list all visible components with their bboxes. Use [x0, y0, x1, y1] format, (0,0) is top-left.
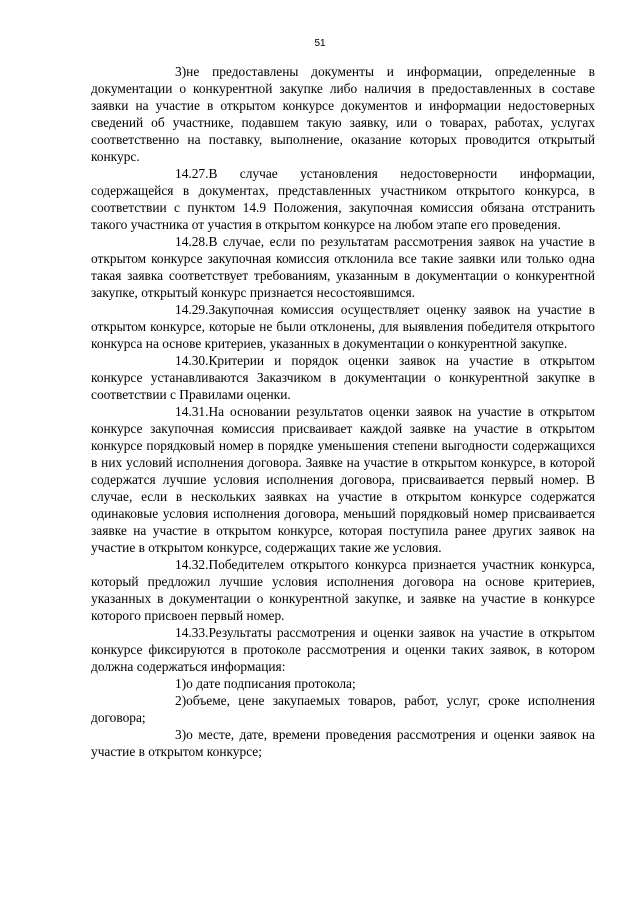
- paragraph-14-32: [91, 556, 595, 624]
- paragraph-text: На основании результатов оценки заявок на участие в открытом конкурсе закупочная комиссия присваивает каждой заявке на участие в открытом конкурсе порядковый номер в порядке уменьшения степени выгодности содержащихся в них условий исполнения договора. Заявке на участие в открытом конкурсе, в которой содержатся лучшие условия исполнения договора, присваивается первый номер. В случае, если в нескольких заявках на участие в открытом конкурсе содержатся одинаковые условия исполнения договора, меньший порядковый номер присваивается заявке на участие в открытом конкурсе, которая поступила ранее других заявок на участие в открытом конкурсе, содержащих такие же условия.: [91, 404, 595, 555]
- paragraph-text: Критерии и порядок оценки заявок на участие в открытом конкурсе устанавливаются Заказчиком в документации о конкурентной закупке в соответствии с Правилами оценки.: [91, 353, 595, 402]
- paragraph-text: Результаты рассмотрения и оценки заявок на участие в открытом конкурсе фиксируются в протоколе рассмотрения и оценки таких заявок, в котором должна содержаться информация:: [91, 625, 595, 674]
- paragraph-item-3-not-provided: [91, 63, 595, 165]
- paragraph-number: 3): [175, 64, 187, 79]
- paragraph-number: 1): [175, 676, 187, 691]
- paragraph-number: 14.27.: [175, 166, 209, 181]
- paragraph-text: Закупочная комиссия осуществляет оценку заявок на участие в открытом конкурсе, которые не были отклонены, для выявления победителя открытого конкурса на основе критериев, указанных в документации о конкурентной закупке.: [91, 302, 595, 351]
- paragraph-number: 14.28.: [175, 234, 209, 249]
- document-body: [91, 63, 595, 760]
- paragraph-14-29: [91, 301, 595, 352]
- paragraph-number: 14.29.: [175, 302, 209, 317]
- paragraph-text: Победителем открытого конкурса признается участник конкурса, который предложил лучшие условия исполнения договора на основе критериев, указанных в документации о конкурентной закупке, и заявке на участие в конкурсе которого присвоен первый номер.: [91, 557, 595, 623]
- paragraph-number: 14.32.: [175, 557, 209, 572]
- paragraph-14-31: [91, 403, 595, 556]
- paragraph-number: 3): [175, 727, 187, 742]
- paragraph-item-2-volume: [91, 692, 595, 726]
- paragraph-number: 14.31.: [175, 404, 209, 419]
- paragraph-text: о дате подписания протокола;: [186, 676, 356, 691]
- page-number: 51: [314, 38, 326, 49]
- paragraph-14-28: [91, 233, 595, 301]
- paragraph-item-3-place: [91, 726, 595, 760]
- paragraph-14-27: [91, 165, 595, 233]
- paragraph-item-1-date: [91, 675, 595, 692]
- paragraph-text: не предоставлены документы и информации, определенные в документации о конкурентной закупке либо наличия в предоставленных в составе заявки на участие в открытом конкурсе документов и информации недостоверных сведений об участнике, подавшем такую заявку, или о товарах, работах, услугах соответственно на поставку, выполнение, оказание которых проводится открытый конкурс.: [91, 64, 595, 164]
- paragraph-text: В случае, если по результатам рассмотрения заявок на участие в открытом конкурсе закупочная комиссия отклонила все такие заявки или только одна такая заявка соответствует требованиям, указанным в документации о конкурентной закупке, открытый конкурс признается несостоявшимся.: [91, 234, 595, 300]
- paragraph-text: объеме, цене закупаемых товаров, работ, услуг, сроке исполнения договора;: [91, 693, 595, 725]
- paragraph-14-30: [91, 352, 595, 403]
- paragraph-14-33: [91, 624, 595, 675]
- paragraph-number: 14.30.: [175, 353, 209, 368]
- paragraph-text: В случае установления недостоверности информации, содержащейся в документах, представленных участником открытого конкурса, в соответствии с пунктом 14.9 Положения, закупочная комиссия обязана отстранить такого участника от участия в открытом конкурсе на любом этапе его проведения.: [91, 166, 595, 232]
- paragraph-number: 14.33.: [175, 625, 209, 640]
- paragraph-text: о месте, дате, времени проведения рассмотрения и оценки заявок на участие в открытом конкурсе;: [91, 727, 595, 759]
- paragraph-number: 2): [175, 693, 187, 708]
